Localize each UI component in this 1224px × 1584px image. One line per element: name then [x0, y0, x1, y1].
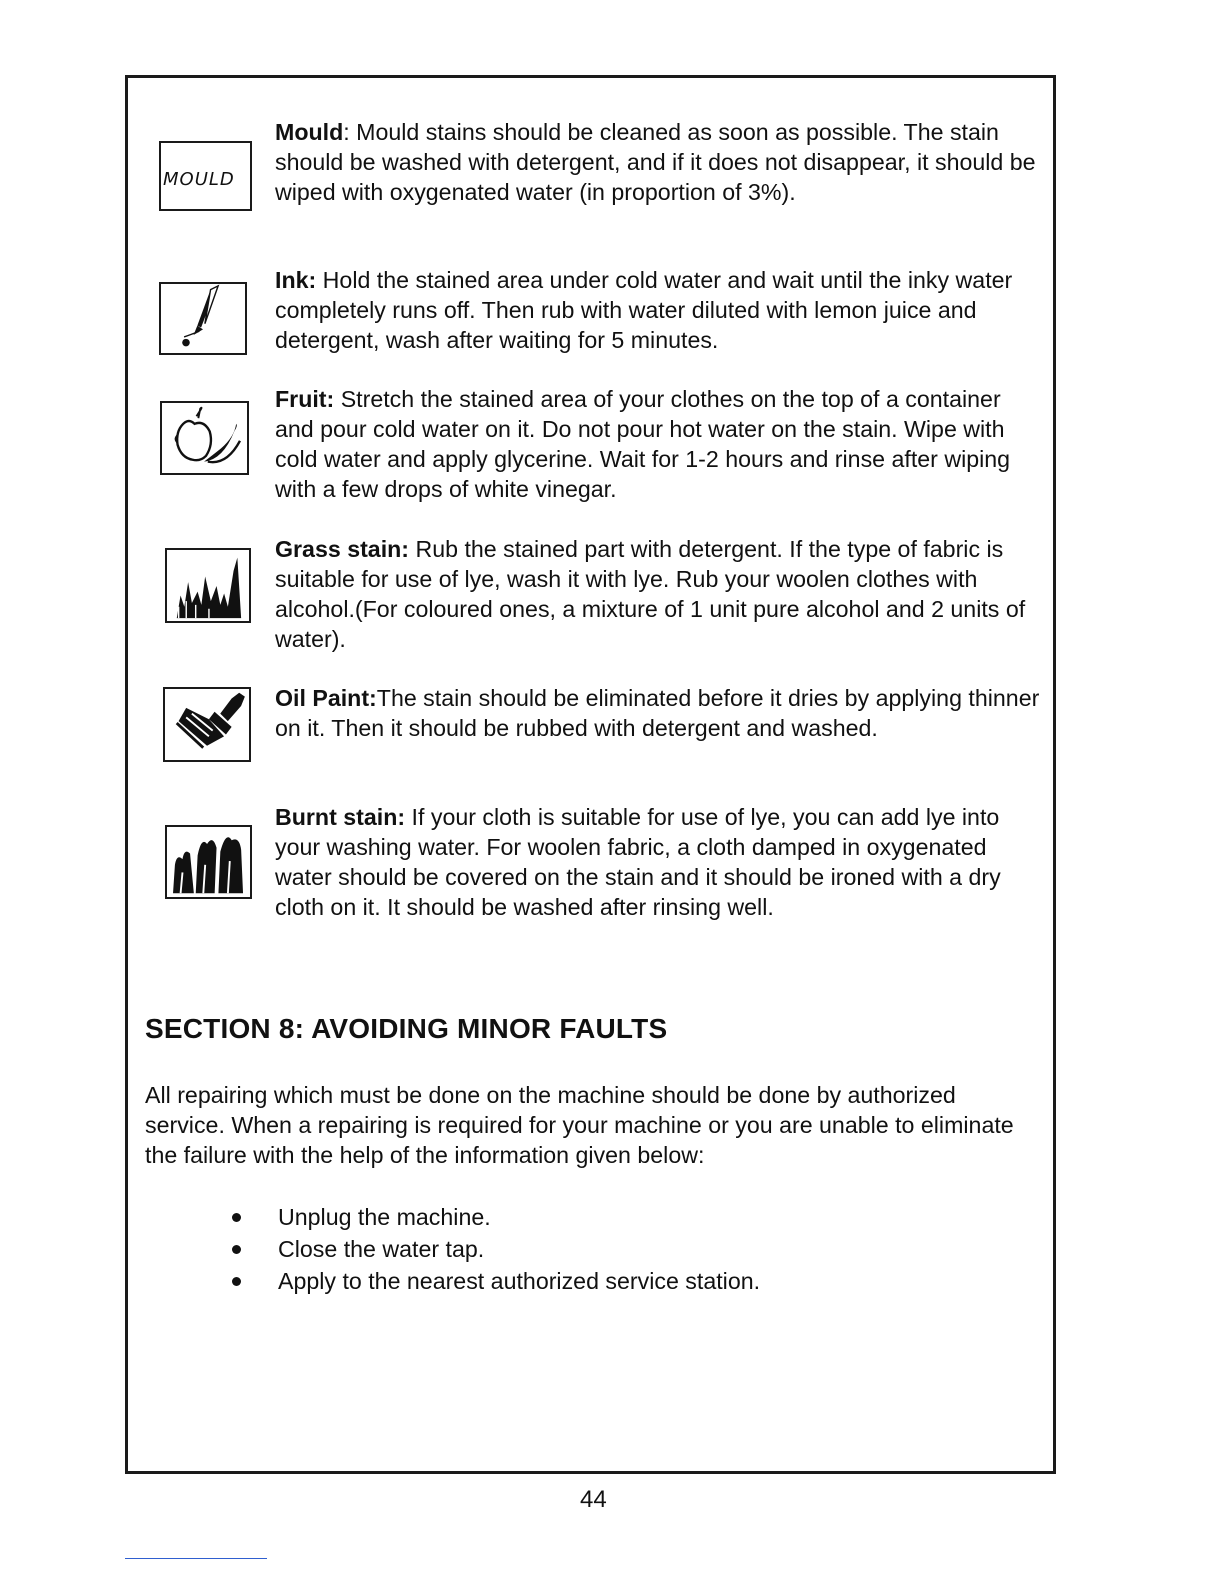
stain-title: Fruit: [275, 386, 335, 412]
list-item [228, 1201, 760, 1233]
stain-description: If your cloth is suitable for use of lye, you can add lye into your washing water. For woolen fabric, a cloth damped in oxygenated water should be covered on the stain and it should be ironed with a dry cloth on it. It should be washed after rinsing well. [275, 804, 1001, 920]
fault-steps-list [228, 1201, 760, 1297]
stain-title: Oil Paint: [275, 685, 377, 711]
stain-title: Ink: [275, 267, 317, 293]
stain-title: Mould [275, 119, 344, 145]
list-item-text: Apply to the nearest authorized service station. [278, 1268, 761, 1294]
mould-icon-label: MOULD [163, 169, 235, 190]
stain-item-oil-paint [275, 683, 1045, 743]
list-item-text: Unplug the machine. [278, 1204, 491, 1230]
list-item [228, 1265, 760, 1297]
bullet-icon [232, 1277, 241, 1286]
bullet-icon [232, 1245, 241, 1254]
section-title: SECTION 8: AVOIDING MINOR FAULTS [145, 1013, 668, 1044]
stain-description: The stain should be eliminated before it dries by applying thinner on it. Then it should be rubbed with detergent and washed. [275, 685, 1040, 741]
stain-title: Burnt stain: [275, 804, 406, 830]
burnt-flame-icon [165, 825, 252, 899]
stain-description: Mould stains should be cleaned as soon as possible. The stain should be washed with detergent, and if it does not disappear, it should be wiped with oxygenated water (in proportion of 3%). [275, 119, 1036, 205]
stain-description: Hold the stained area under cold water and wait until the inky water completely runs off. Then rub with water diluted with lemon juice and detergent, wash after waiting for 5 minutes. [275, 267, 1013, 353]
paint-brush-icon [163, 687, 251, 762]
fruit-icon [160, 401, 249, 475]
stain-item-fruit [275, 384, 1045, 504]
ink-pen-icon [159, 282, 247, 355]
page-number: 44 [580, 1486, 607, 1513]
stain-description: Rub the stained part with detergent. If the type of fabric is suitable for use of lye, wash it with lye. Rub your woolen clothes with alcohol.(For coloured ones, a mixture of 1 unit pure alcohol and 2 units of water). [275, 536, 1026, 652]
stain-description: Stretch the stained area of your clothes on the top of a container and pour cold water on it. Do not pour hot water on the stain. Wipe with cold water and apply glycerine. Wait for 1-2 hours and rinse after wiping with a few drops of white vinegar. [275, 386, 1011, 502]
stain-title: Grass stain: [275, 536, 410, 562]
stain-item-burnt [275, 802, 1045, 922]
stain-item-ink [275, 265, 1045, 355]
mould-icon [159, 141, 252, 211]
bullet-icon [232, 1213, 241, 1222]
stain-item-grass [275, 534, 1045, 654]
grass-icon [165, 548, 251, 623]
stain-item-mould [275, 117, 1045, 207]
stain-title-separator: : [343, 119, 350, 145]
section-intro: All repairing which must be done on the machine should be done by authorized service. When a repairing is required for your machine or you are unable to eliminate the failure with the help of the information given below: [145, 1082, 1014, 1168]
list-item-text: Close the water tap. [278, 1236, 485, 1262]
list-item [228, 1233, 760, 1265]
footer-rule [125, 1558, 267, 1559]
